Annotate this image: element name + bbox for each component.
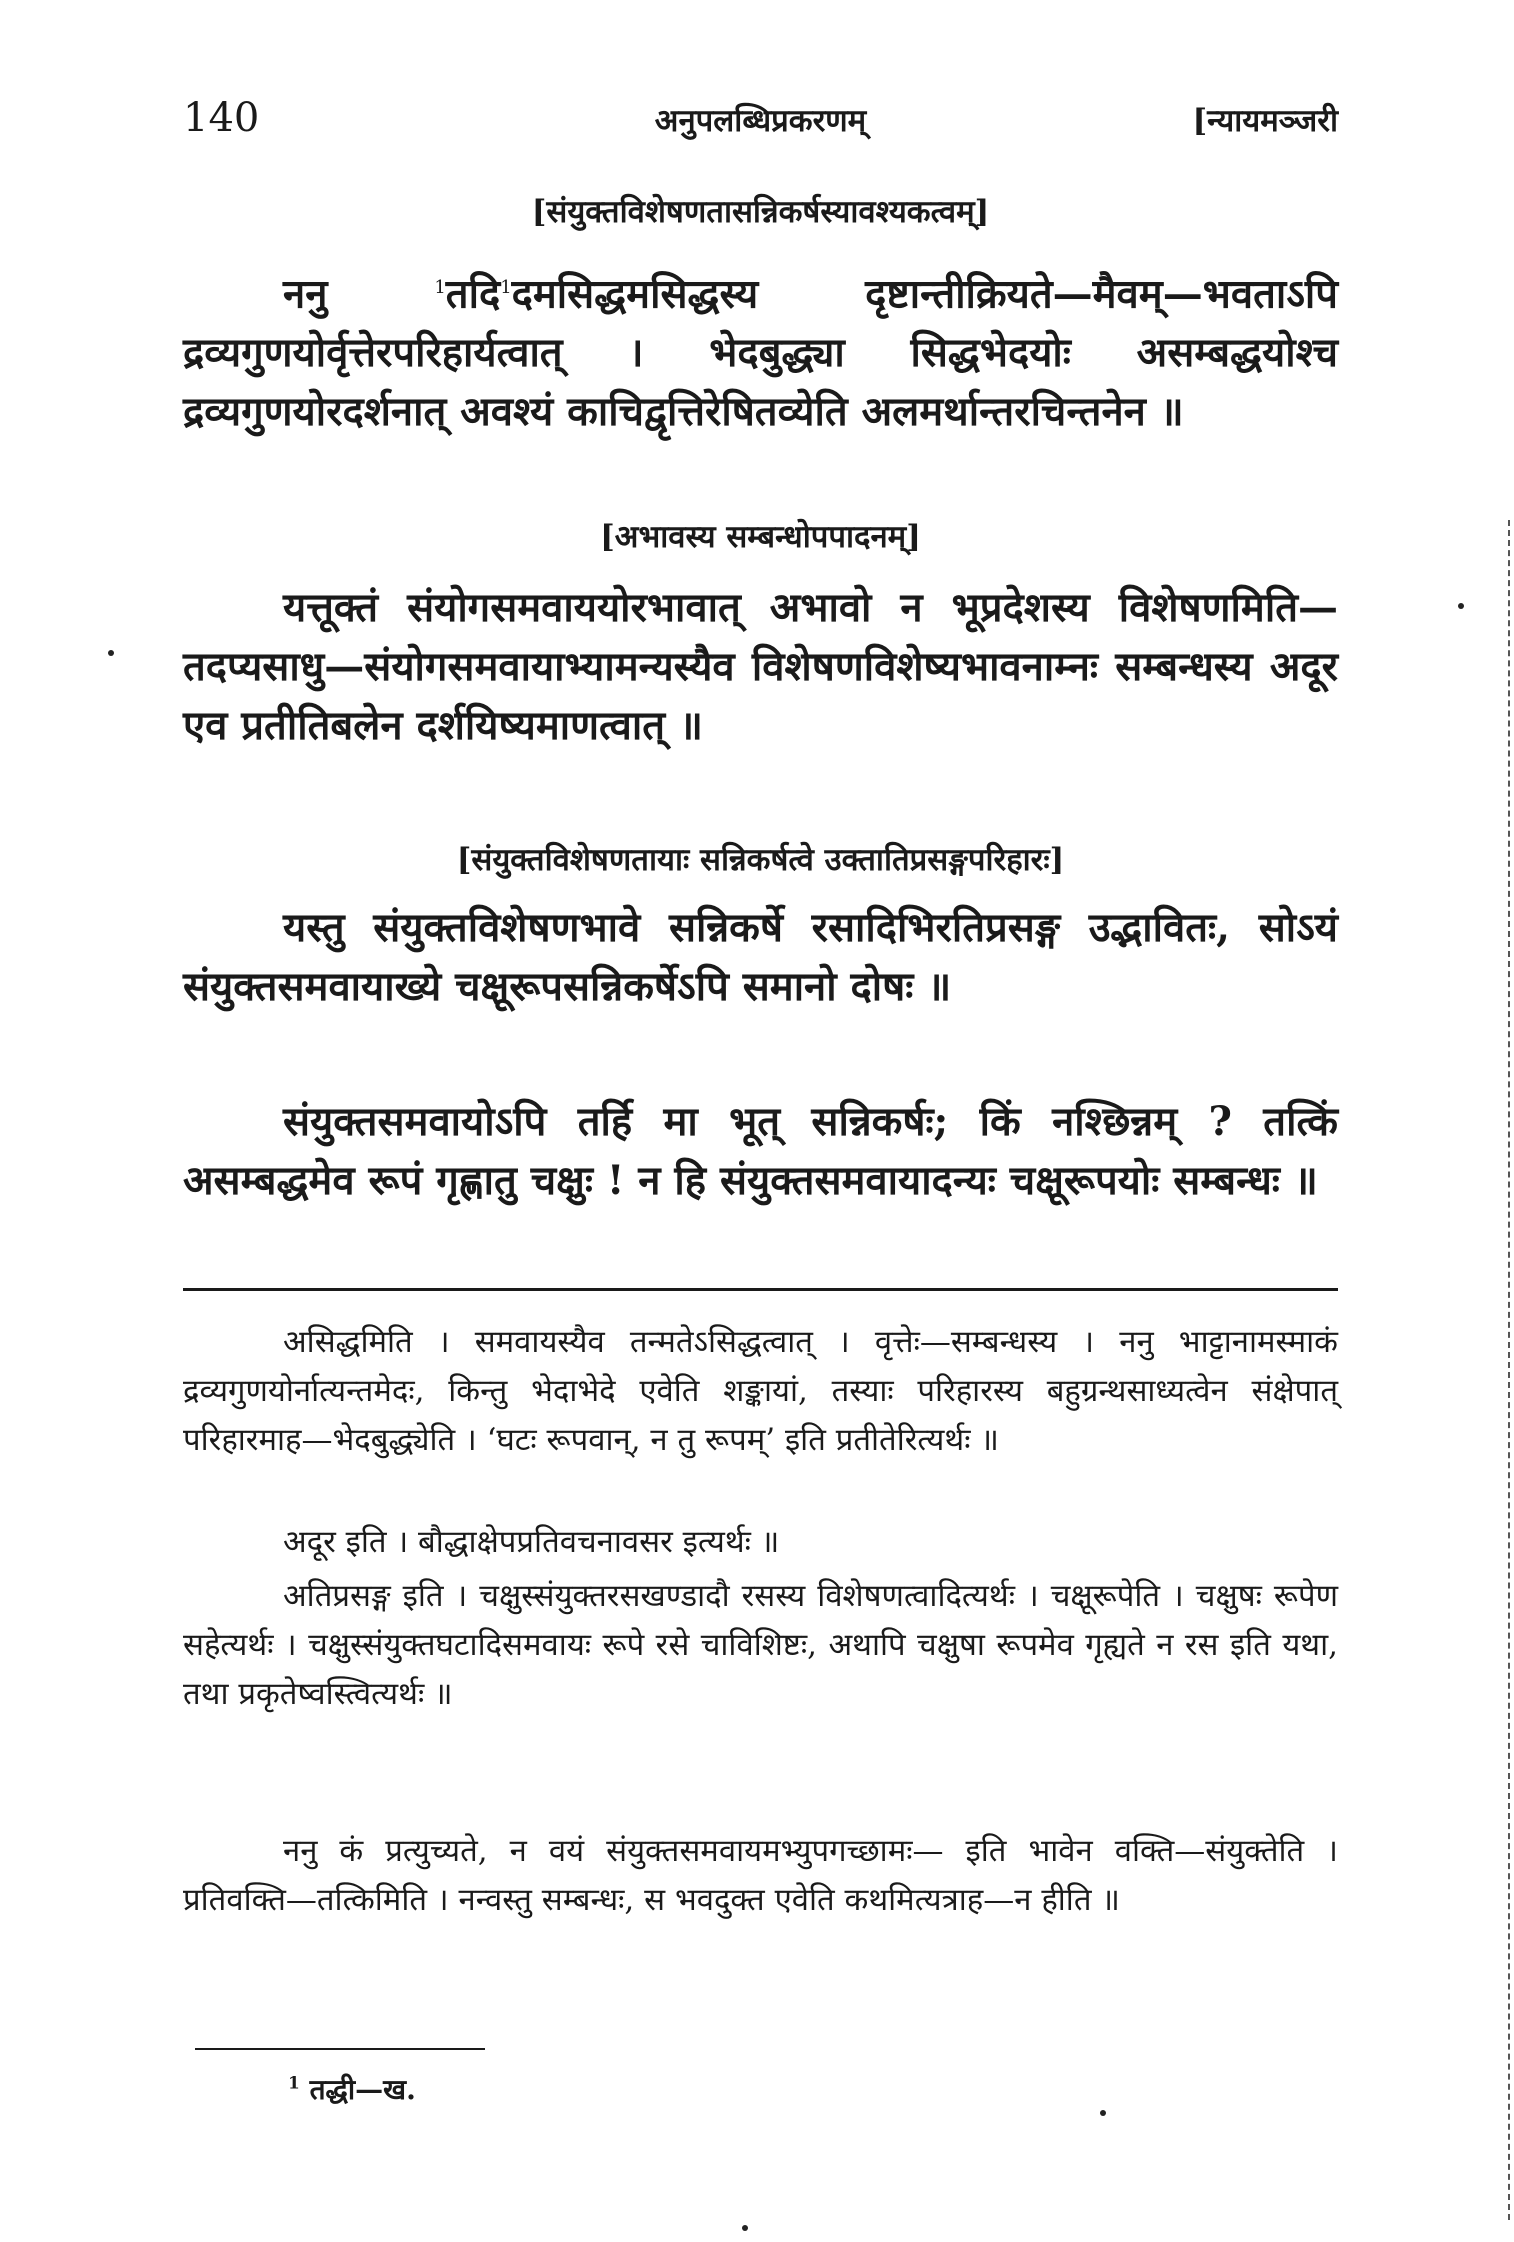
scan-speck bbox=[108, 650, 114, 656]
commentary-paragraph-2: अदूर इति । बौद्धाक्षेपप्रतिवचनावसर इत्यर्थः ॥ bbox=[283, 1524, 780, 1560]
section-heading-3: [संयुक्तविशेषणतायाः सन्निकर्षत्वे उक्तातिप्रसङ्गपरिहारः] bbox=[456, 842, 1065, 878]
para-1-part-c: दमसिद्धमसिद्धस्य दृष्टान्तीक्रियते—मैवम्—भवताऽपि द्रव्यगुणयोर्वृत्तेरपरिहार्यत्वात् । भेदबुद्ध्या सिद्धभेदयोः असम्बद्धयोश्च द्रव्यगुणयोरदर्शनात् अवश्यं काचिद्वृत्तिरेषितव्येति अलमर्थान्तरचिन्तनेन ॥ bbox=[183, 270, 1338, 436]
footnote-marker: 1 bbox=[434, 277, 446, 298]
main-paragraph-1 bbox=[183, 258, 1338, 441]
section-divider bbox=[183, 1288, 1338, 1291]
footnote-rule bbox=[195, 2048, 485, 2050]
running-header bbox=[183, 95, 1338, 155]
para-1-part-b: तदि bbox=[445, 270, 501, 318]
binding-edge bbox=[1505, 520, 1510, 2220]
footnote-text: तद्धी—ख. bbox=[309, 2073, 416, 2106]
main-paragraph-2: यत्तूक्तं संयोगसमवाययोरभावात् अभावो न भूप्रदेशस्य विशेषणमिति—तदप्यसाधु—संयोगसमवायाभ्यामन्यस्यैव विशेषणविशेष्यभावनाम्नः सम्बन्धस्य अदूर एव प्रतीतिबलेन दर्शयिष्यमाणत्वात् ॥ bbox=[183, 584, 1338, 749]
footnote bbox=[288, 2070, 416, 2108]
commentary-paragraph-3: अतिप्रसङ्ग इति । चक्षुस्संयुक्तरसखण्डादौ रसस्य विशेषणत्वादित्यर्थः । चक्षूरूपेति । चक्षुषः रूपेण सहेत्यर्थः । चक्षुस्संयुक्तघटादिसमवायः रूपे रसे चाविशिष्टः, अथापि चक्षुषा रूपमेव गृह्यते न रस इति यथा, तथा प्रकृतेष्वस्त्वित्यर्थः ॥ bbox=[183, 1578, 1338, 1712]
footnote-marker: 1 bbox=[500, 277, 512, 298]
book-title: [न्यायमञ्जरी bbox=[1192, 103, 1338, 139]
footnote-mark: 1 bbox=[288, 2073, 300, 2094]
commentary-paragraph-1: असिद्धमिति । समवायस्यैव तन्मतेऽसिद्धत्वात् । वृत्तेः—सम्बन्धस्य । ननु भाट्टानामस्माकं द्रव्यगुणयोर्नात्यन्तमेदः, किन्तु भेदाभेदे एवेति शङ्कायां, तस्याः परिहारस्य बहुग्रन्थसाध्यत्वेन संक्षेपात् परिहारमाह—भेदबुद्ध्येति । ‘घटः रूपवान्, न तु रूपम्’ इति प्रतीतेरित्यर्थः ॥ bbox=[183, 1324, 1338, 1458]
para-1-part-a: ननु bbox=[283, 270, 435, 318]
scan-speck bbox=[1458, 603, 1464, 609]
commentary-paragraph-4: ननु कं प्रत्युच्यते, न वयं संयुक्तसमवायमभ्युपगच्छामः— इति भावेन वक्ति—संयुक्तेति । प्रतिवक्ति—तत्किमिति । नन्वस्तु सम्बन्धः, स भवदुक्त एवेति कथमित्यत्राह—न हीति ॥ bbox=[183, 1833, 1338, 1918]
scan-speck bbox=[742, 2225, 748, 2231]
page-number: 140 bbox=[183, 95, 260, 141]
section-heading-1: [संयुक्तविशेषणतासन्निकर्षस्यावश्यकत्वम्] bbox=[531, 194, 990, 230]
running-title: अनुपलब्धिप्रकरणम् bbox=[654, 103, 867, 139]
main-paragraph-4: संयुक्तसमवायोऽपि तर्हि मा भूत् सन्निकर्षः; किं नश्छिन्नम् ? तत्किं असम्बद्धमेव रूपं गृह्णातु चक्षुः ! न हि संयुक्तसमवायादन्यः चक्षूरूपयोः सम्बन्धः ॥ bbox=[183, 1098, 1338, 1204]
main-paragraph-3: यस्तु संयुक्तविशेषणभावे सन्निकर्षे रसादिभिरतिप्रसङ्ग उद्भावितः, सोऽयं संयुक्तसमवायाख्ये चक्षूरूपसन्निकर्षेऽपि समानो दोषः ॥ bbox=[183, 904, 1338, 1010]
scan-speck bbox=[1100, 2110, 1106, 2116]
section-heading-2: [अभावस्य सम्बन्धोपपादनम्] bbox=[600, 519, 921, 555]
